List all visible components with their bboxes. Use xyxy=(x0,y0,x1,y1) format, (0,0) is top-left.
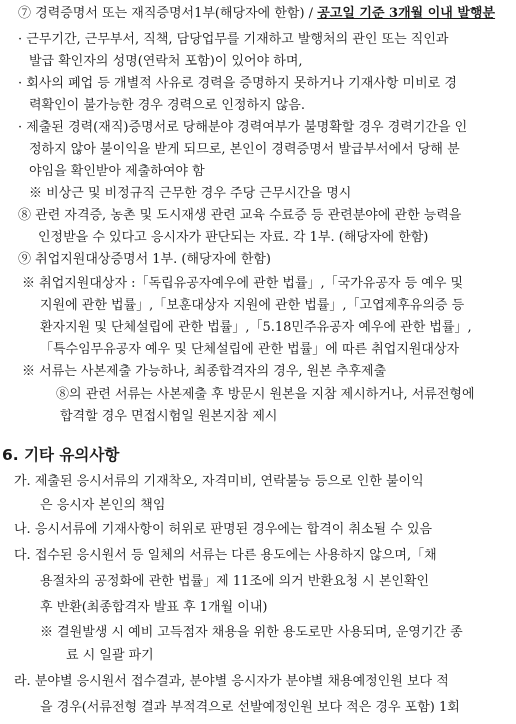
item-9-note: ※ 취업지원대상자 :「독립유공자예우에 관한 법률」,「국가유공자 등 예우 및 xyxy=(22,276,464,291)
item-7-note: ※ 비상근 및 비정규직 근무한 경우 주당 근무시간을 명시 xyxy=(29,186,352,201)
item-7-heading xyxy=(18,5,495,23)
section-6-line: 용절차의 공정화에 관한 법률」제 11조에 의거 반환요청 시 본인확인 xyxy=(40,574,430,589)
section-6-line: 은 응시자 본인의 책임 xyxy=(40,498,166,513)
item-7-bullet: 발급 확인자의 성명(연락처 포함)이 있어야 하며, xyxy=(29,54,303,69)
item-9-note: 합격할 경우 면접시험일 원본지참 제시 xyxy=(60,409,278,424)
section-6-note: ※ 결원발생 시 예비 고득점자 채용을 위한 용도로만 사용되며, 운영기간 종 xyxy=(40,625,463,640)
item-9-heading: ⑨ 취업지원대상증명서 1부. (해당자에 한함) xyxy=(18,252,272,267)
item-7-bullet: · 회사의 폐업 등 개별적 사유로 경력을 증명하지 못하거나 기재사항 미비로 경 xyxy=(18,76,457,91)
section-6-line: 을 경우(서류전형 결과 부적격으로 선발예정인원 보다 적은 경우 포함) 1회 xyxy=(40,700,460,715)
item-7-bullet: · 제출된 경력(재직)증명서로 당해분야 경력여부가 불명확할 경우 경력기간을 인 xyxy=(18,120,468,135)
section-6-line: 가. 제출된 응시서류의 기재착오, 자격미비, 연락불능 등으로 인한 불이익 xyxy=(14,474,424,489)
item-7-emphasis: 공고일 기준 3개월 이내 발행분 xyxy=(317,6,496,21)
item-9-note: ※ 서류는 사본제출 가능하나, 최종합격자의 경우, 원본 추후제출 xyxy=(22,364,387,379)
item-7-bullet: 야임을 확인받아 제출하여야 함 xyxy=(29,164,205,179)
item-7-bullet: 력확인이 불가능한 경우 경력으로 인정하지 않음. xyxy=(29,98,305,113)
section-6-line: 다. 접수된 응시원서 등 일체의 서류는 다른 용도에는 사용하지 않으며,「채 xyxy=(14,548,437,563)
section-6-line: 후 반환(최종합격자 발표 후 1개월 이내) xyxy=(40,600,268,615)
item-7-bullet: · 근무기간, 근무부서, 직책, 담당업무를 기재하고 발행처의 관인 또는 직인과 xyxy=(18,32,449,47)
section-6-line: 나. 응시서류에 기재사항이 허위로 판명된 경우에는 합격이 취소될 수 있음 xyxy=(14,522,433,537)
item-8-line: 인정받을 수 있다고 응시자가 판단되는 자료. 각 1부. (해당자에 한함) xyxy=(38,230,429,245)
item-9-note: 지원에 관한 법률」,「보훈대상자 지원에 관한 법률」,「고엽제후유의증 등 xyxy=(40,298,465,313)
section-6-line: 라. 분야별 응시원서 접수결과, 분야별 응시자가 분야별 채용예정인원 보다 적 xyxy=(14,674,449,689)
item-9-note: ⑧의 관련 서류는 사본제출 후 방문시 원본을 지참 제시하거나, 서류전형에 xyxy=(56,387,475,402)
section-6-note: 료 시 일괄 파기 xyxy=(66,648,154,663)
item-7-bullet: 정하지 않아 불이익을 받게 되므로, 본인이 경력증명서 발급부서에서 당해 분 xyxy=(29,142,460,157)
item-7-lead: ⑦ 경력증명서 또는 재직증명서1부(해당자에 한함) / xyxy=(18,6,318,21)
item-9-note: 환자지원 및 단체설립에 관한 법률」,「5.18민주유공자 예우에 관한 법률」, xyxy=(40,320,472,335)
item-8-line: ⑧ 관련 자격증, 농촌 및 도시재생 관련 교육 수료증 등 관련분야에 관한 능력을 xyxy=(18,208,462,223)
section-6-title: 6. 기타 유의사항 xyxy=(2,446,120,464)
item-9-note: 「특수임무유공자 예우 및 단체설립에 관한 법률」에 따른 취업지원대상자 xyxy=(40,342,460,357)
